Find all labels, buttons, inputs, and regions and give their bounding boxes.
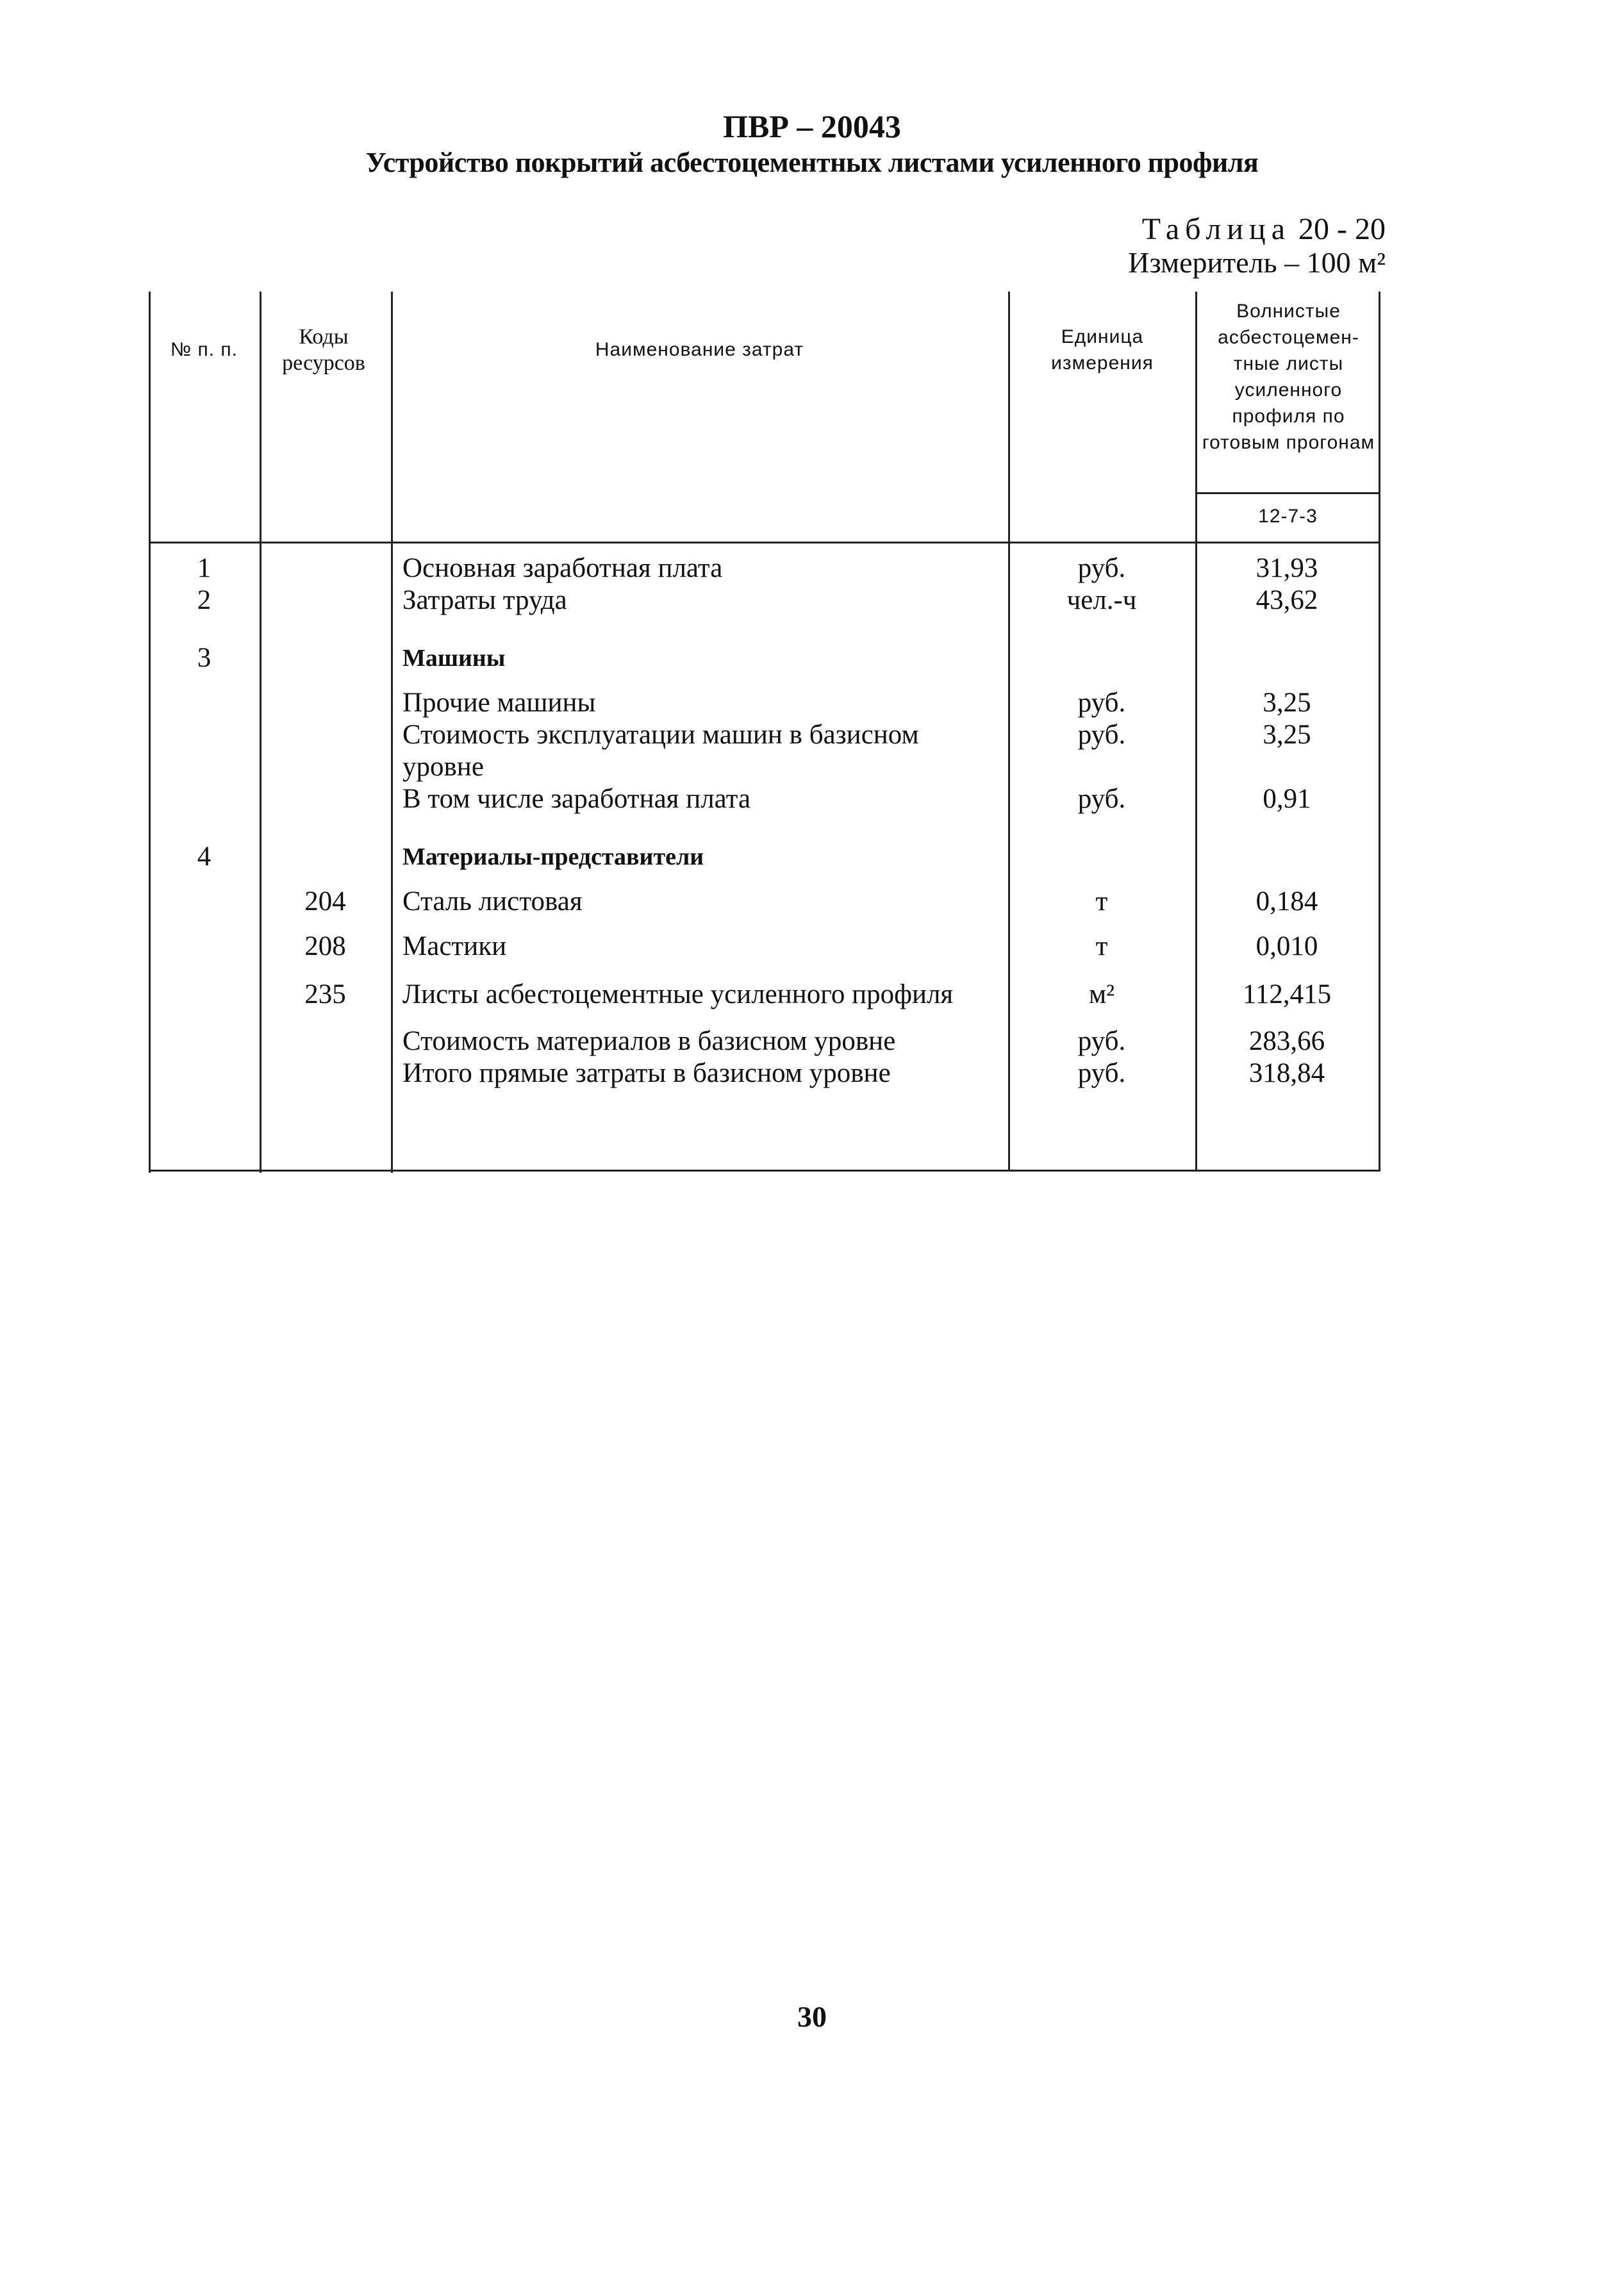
header-name: Наименование затрат xyxy=(595,339,804,360)
row-name: В том числе заработная плата xyxy=(402,784,751,814)
row-unit: чел.-ч xyxy=(1066,585,1137,615)
row-value: 318,84 xyxy=(1248,1058,1325,1088)
row-value: 0,010 xyxy=(1255,931,1318,961)
table-divider-1 xyxy=(260,292,261,1173)
row-resource-code: 204 xyxy=(304,886,346,916)
header-value: Волнистые асбестоцемен-тные листы усиленного профиля по готовым прогонам xyxy=(1202,301,1375,453)
header-num: № п. п. xyxy=(170,339,238,360)
row-unit: руб. xyxy=(1077,688,1126,718)
section-heading: Материалы-представители xyxy=(402,843,704,870)
row-value: 0,184 xyxy=(1255,886,1318,916)
row-number: 2 xyxy=(197,585,211,615)
row-resource-code: 208 xyxy=(304,931,346,961)
header-value-divider xyxy=(1195,492,1380,494)
row-number: 3 xyxy=(197,643,211,673)
row-name: Листы асбестоцементные усиленного профиля xyxy=(402,979,954,1009)
row-value: 3,25 xyxy=(1263,688,1311,718)
row-unit: м² xyxy=(1088,979,1115,1009)
row-unit: руб. xyxy=(1077,1058,1126,1088)
table-border-left xyxy=(149,292,151,1173)
row-name: уровне xyxy=(402,752,484,782)
row-name: Стоимость эксплуатации машин в базисном xyxy=(402,720,919,750)
document-code: ПВР – 20043 xyxy=(723,108,901,144)
row-name: Сталь листовая xyxy=(402,886,583,916)
row-number: 4 xyxy=(197,842,211,872)
row-name: Итого прямые затраты в базисном уровне xyxy=(402,1058,891,1088)
table-label xyxy=(1142,211,1386,247)
row-value: 283,66 xyxy=(1248,1026,1325,1056)
row-name: Мастики xyxy=(402,931,507,961)
document-title: Устройство покрытий асбестоцементных листами усиленного профиля xyxy=(365,147,1259,178)
row-name: Затраты труда xyxy=(402,585,567,615)
row-unit: руб. xyxy=(1077,1026,1126,1056)
row-value: 43,62 xyxy=(1255,585,1318,615)
row-unit: руб. xyxy=(1077,784,1126,814)
row-unit: руб. xyxy=(1077,720,1126,750)
page-number: 30 xyxy=(797,2000,827,2033)
row-value: 3,25 xyxy=(1263,720,1311,750)
table-border-right xyxy=(1379,292,1380,1170)
row-number: 1 xyxy=(197,553,211,583)
measurement-unit: Измеритель – 100 м² xyxy=(1128,246,1386,279)
row-name: Прочие машины xyxy=(402,688,596,718)
table-label-word: Таблица xyxy=(1141,212,1291,246)
row-resource-code: 235 xyxy=(304,979,346,1009)
table-bottom-line xyxy=(149,1170,1380,1172)
row-value: 0,91 xyxy=(1263,784,1311,814)
row-name: Стоимость материалов в базисном уровне xyxy=(402,1026,896,1056)
row-unit: т xyxy=(1095,886,1108,916)
header-value-code: 12-7-3 xyxy=(1258,506,1318,527)
table-divider-2 xyxy=(391,292,393,1173)
header-unit: Единица измерения xyxy=(1051,326,1154,374)
row-unit: руб. xyxy=(1077,553,1126,583)
section-heading: Машины xyxy=(402,645,506,672)
row-unit: т xyxy=(1095,931,1108,961)
row-name: Основная заработная плата xyxy=(402,553,723,583)
row-value: 31,93 xyxy=(1255,553,1318,583)
table-label-number: 20 - 20 xyxy=(1298,212,1386,246)
row-value: 112,415 xyxy=(1242,979,1332,1009)
header-codes: Коды ресурсов xyxy=(282,325,365,375)
header-bottom-line xyxy=(149,542,1380,543)
